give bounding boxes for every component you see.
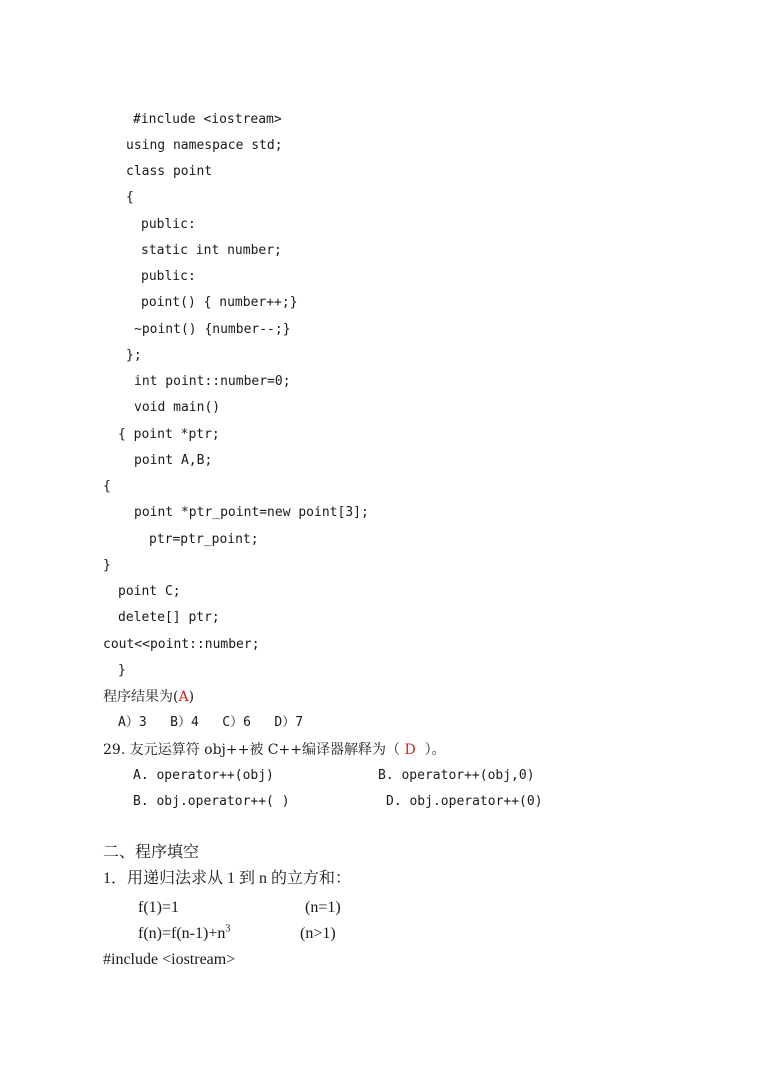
code-line: {	[126, 190, 134, 205]
code-line: ~point() {number--;}	[134, 322, 291, 337]
code-line: class point	[126, 164, 213, 179]
q28-result-prefix: 程序结果为(	[103, 689, 179, 705]
code-line: #include <iostream>	[133, 112, 282, 127]
code-line: point A,B;	[134, 453, 213, 468]
q28-answer: A	[178, 689, 189, 705]
code-line: static int number;	[141, 243, 282, 258]
code-line: }	[103, 558, 111, 573]
code-line: int point::number=0;	[134, 374, 291, 389]
code-line: }	[118, 663, 126, 678]
formula-recursive-condition: (n>1)	[300, 925, 336, 942]
code-line: public:	[141, 217, 196, 232]
q29-answer: D	[404, 742, 416, 758]
code-line: { point *ptr;	[118, 427, 220, 442]
code-line: point C;	[118, 584, 181, 599]
formula-recursive-text: f(n)=f(n-1)+n	[138, 925, 226, 942]
q29-option-d: D. obj.operator++(0)	[386, 794, 543, 809]
q29-option-b: B. operator++(obj,0)	[378, 768, 535, 783]
code-line: {	[103, 479, 111, 494]
include-line: #include <iostream>	[103, 951, 236, 968]
code-line: point() { number++;}	[141, 295, 298, 310]
formula-base-condition: (n=1)	[305, 899, 341, 916]
section2-question-1: 1．用递归法求从 1 到 n 的立方和：	[103, 870, 352, 887]
code-line: using namespace std;	[126, 138, 283, 153]
q29-option-c: B. obj.operator++( )	[133, 794, 290, 809]
formula-recursive-case	[138, 924, 230, 944]
q28-result	[103, 687, 194, 707]
q29-question-suffix: ）。	[415, 742, 446, 758]
q29-question	[103, 740, 446, 760]
q28-result-suffix: )	[188, 689, 195, 705]
code-line: };	[126, 348, 142, 363]
code-line: void main()	[134, 400, 221, 415]
q28-options: A）3 B）4 C）6 D）7	[118, 715, 304, 730]
code-line: ptr=ptr_point;	[149, 532, 259, 547]
q29-option-a: A. operator++(obj)	[133, 768, 274, 783]
code-line: delete[] ptr;	[118, 610, 220, 625]
q29-question-prefix: 29. 友元运算符 obj++被 C++编译器解释为（	[103, 742, 405, 758]
code-line: point *ptr_point=new point[3];	[134, 505, 369, 520]
section-heading: 二、程序填空	[103, 844, 200, 861]
code-line: cout<<point::number;	[103, 637, 260, 652]
formula-base-case: f(1)=1	[138, 899, 180, 916]
code-line: public:	[141, 269, 196, 284]
formula-exponent: 3	[225, 923, 231, 935]
